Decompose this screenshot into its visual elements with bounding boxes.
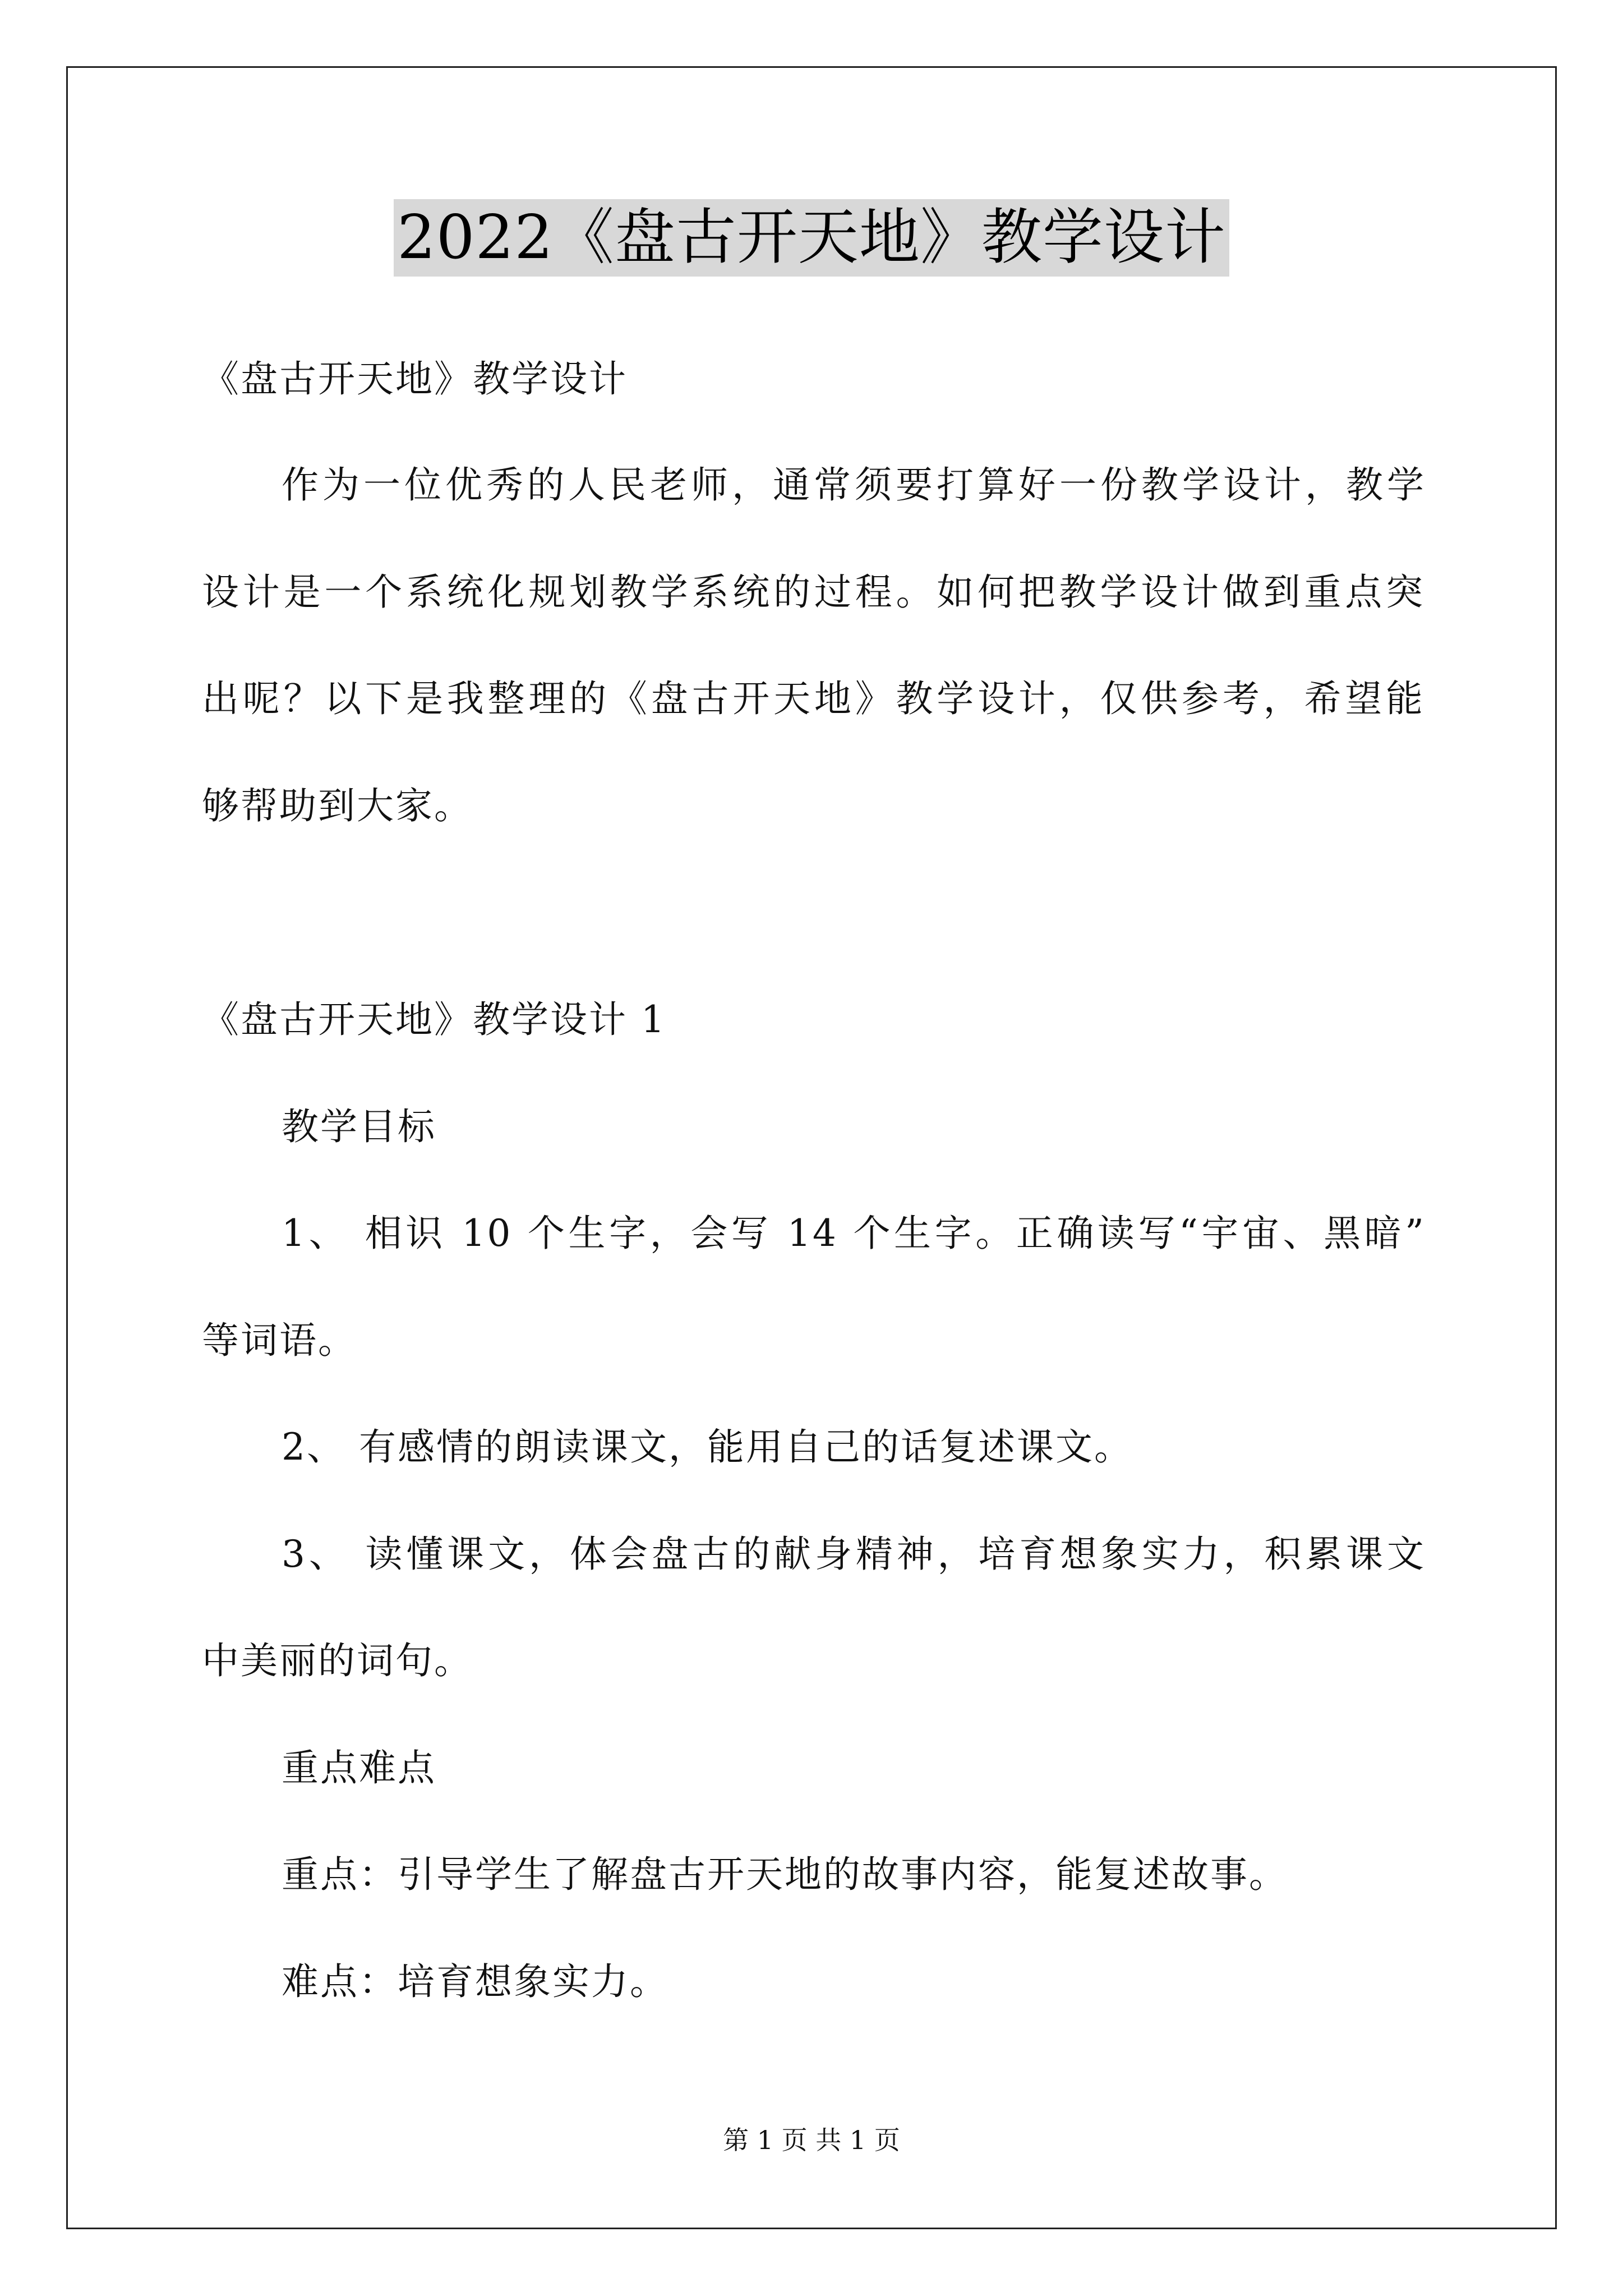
goal-3-line-1: 3、 读懂课文，体会盘古的献身精神，培育想象实力，积累课文 (282, 1533, 1426, 1576)
goal-2: 2、 有感情的朗读课文，能用自己的话复述课文。 (282, 1425, 1133, 1469)
goal-3-line-2: 中美丽的词句。 (202, 1639, 473, 1682)
document-subtitle: 《盘古开天地》教学设计 (202, 357, 628, 401)
key-point: 重点：引导学生了解盘古开天地的故事内容，能复述故事。 (282, 1853, 1288, 1896)
intro-line-2: 设计是一个系统化规划教学系统的过程。如何把教学设计做到重点突 (202, 570, 1424, 614)
difficulty-point: 难点：培育想象实力。 (282, 1960, 668, 2003)
page-footer: 第 1 页 共 1 页 (723, 2125, 900, 2155)
document-title: 2022《盘古开天地》教学设计 (394, 199, 1229, 277)
intro-line-3: 出呢？以下是我整理的《盘古开天地》教学设计，仅供参考，希望能 (202, 677, 1424, 720)
goal-1-line-2: 等词语。 (202, 1319, 357, 1362)
intro-line-4: 够帮助到大家。 (202, 784, 473, 827)
goals-heading: 教学目标 (282, 1105, 436, 1148)
key-heading: 重点难点 (282, 1746, 436, 1789)
title-container (0, 199, 1623, 277)
goal-1-line-1: 1、 相识 10 个生字，会写 14 个生字。正确读写“宇宙、黑暗” (282, 1212, 1426, 1255)
section-title: 《盘古开天地》教学设计 1 (202, 998, 666, 1041)
intro-line-1: 作为一位优秀的人民老师，通常须要打算好一份教学设计，教学 (282, 463, 1426, 507)
